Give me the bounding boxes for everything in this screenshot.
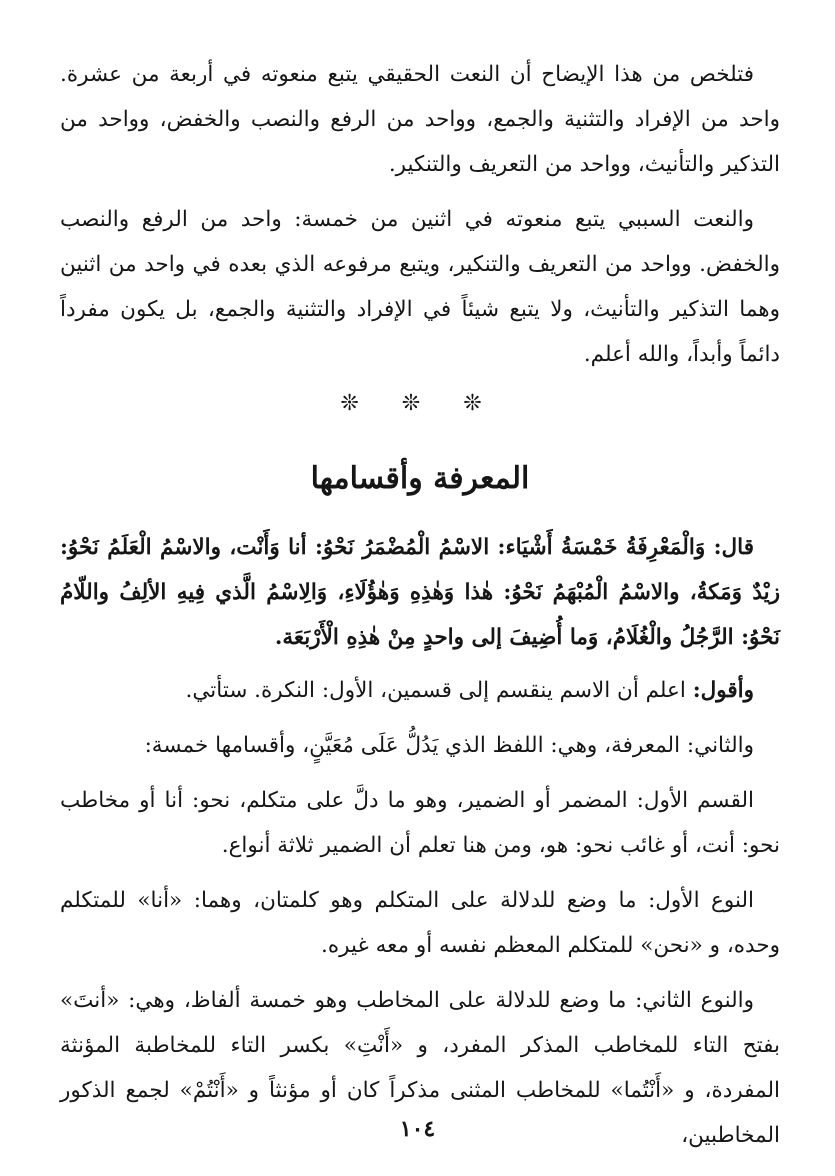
- causal-adjective-paragraph: والنعت السببي يتبع منعوته في اثنين من خمسة: واحد من الرفع والنصب والخفض. وواحد من التعريف والتنكير، ويتبع مرفوعه الذي بعده في واحد من اثنين وهما التذكير والتأنيث، ولا يتبع شيئاً في الإفراد والتثنية والجمع، بل يكون مفرداً دائماً وأبداً، والله أعلم.: [60, 207, 780, 367]
- explanation-lead: وأقول:: [692, 678, 754, 703]
- definite-definition-paragraph: والثاني: المعرفة، وهي: اللفظ الذي يَدُلُّ عَلَى مُعَيَّنٍ، وأقسامها خمسة:: [144, 733, 754, 758]
- matn-text: قال: وَالْمَعْرِفَةُ خَمْسَةُ أَشْيَاء: الاسْمُ الْمُضْمَرُ نَحْوُ: أنا وَأَنْت، والاسْمُ الْعَلَمُ نَحْوُ: زيْدٌ وَمَكةُ، والاسْمُ الْمُبْهَمُ نَحْوُ: هٰذا وَهٰذِهِ وَهٰؤُلَاءِ، وَالِاسْمُ الَّذي فِيهِ الألِفُ واللّامُ نَحْوُ: الرَّجُلُ والْغُلَامُ، وَما أُضِيفَ إلى واحدٍ مِنْ هٰذِهِ الْأَرْبَعَة.: [60, 535, 780, 650]
- summary-paragraph: فتلخص من هذا الإيضاح أن النعت الحقيقي يتبع منعوته في أربعة من عشرة. واحد من الإفراد والتثنية والجمع، وواحد من الرفع والنصب والخفض، وواحد من التذكير والتأنيث، وواحد من التعريف والتنكير.: [60, 62, 780, 177]
- explanation-paragraph: [60, 668, 780, 713]
- page-body: [60, 52, 780, 1168]
- first-type-paragraph: النوع الأول: ما وضع للدلالة على المتكلم وهو كلمتان، وهما: «أنا» للمتكلم وحده، و «نحن» للمتكلم المعظم نفسه أو معه غيره.: [60, 888, 780, 958]
- section-separator: ❊ ❊ ❊: [340, 391, 500, 416]
- explanation-text: اعلم أن الاسم ينقسم إلى قسمين، الأول: النكرة. ستأتي.: [185, 678, 693, 703]
- second-type-paragraph: والنوع الثاني: ما وضع للدلالة على المخاطب وهو خمسة ألفاظ، وهي: «أنتَ» بفتح التاء للمخاطب المذكر المفرد، و «أَنْتِ» بكسر التاء للمخاطبة المؤنثة المفردة، و «أَنْتُما» للمخاطب المثنى مذكراً كان أو مؤنثاً و «أَنْتُمْ» لجمع الذكور المخاطبين،: [60, 988, 780, 1148]
- page-number: ١٠٤: [399, 1116, 436, 1142]
- section-heading: المعرفة وأقسامها: [310, 461, 530, 496]
- pronoun-section-paragraph: القسم الأول: المضمر أو الضمير، وهو ما دلَّ على متكلم، نحو: أنا أو مخاطب نحو: أنت، أو غائب نحو: هو، ومن هنا تعلم أن الضمير ثلاثة أنواع.: [60, 788, 780, 858]
